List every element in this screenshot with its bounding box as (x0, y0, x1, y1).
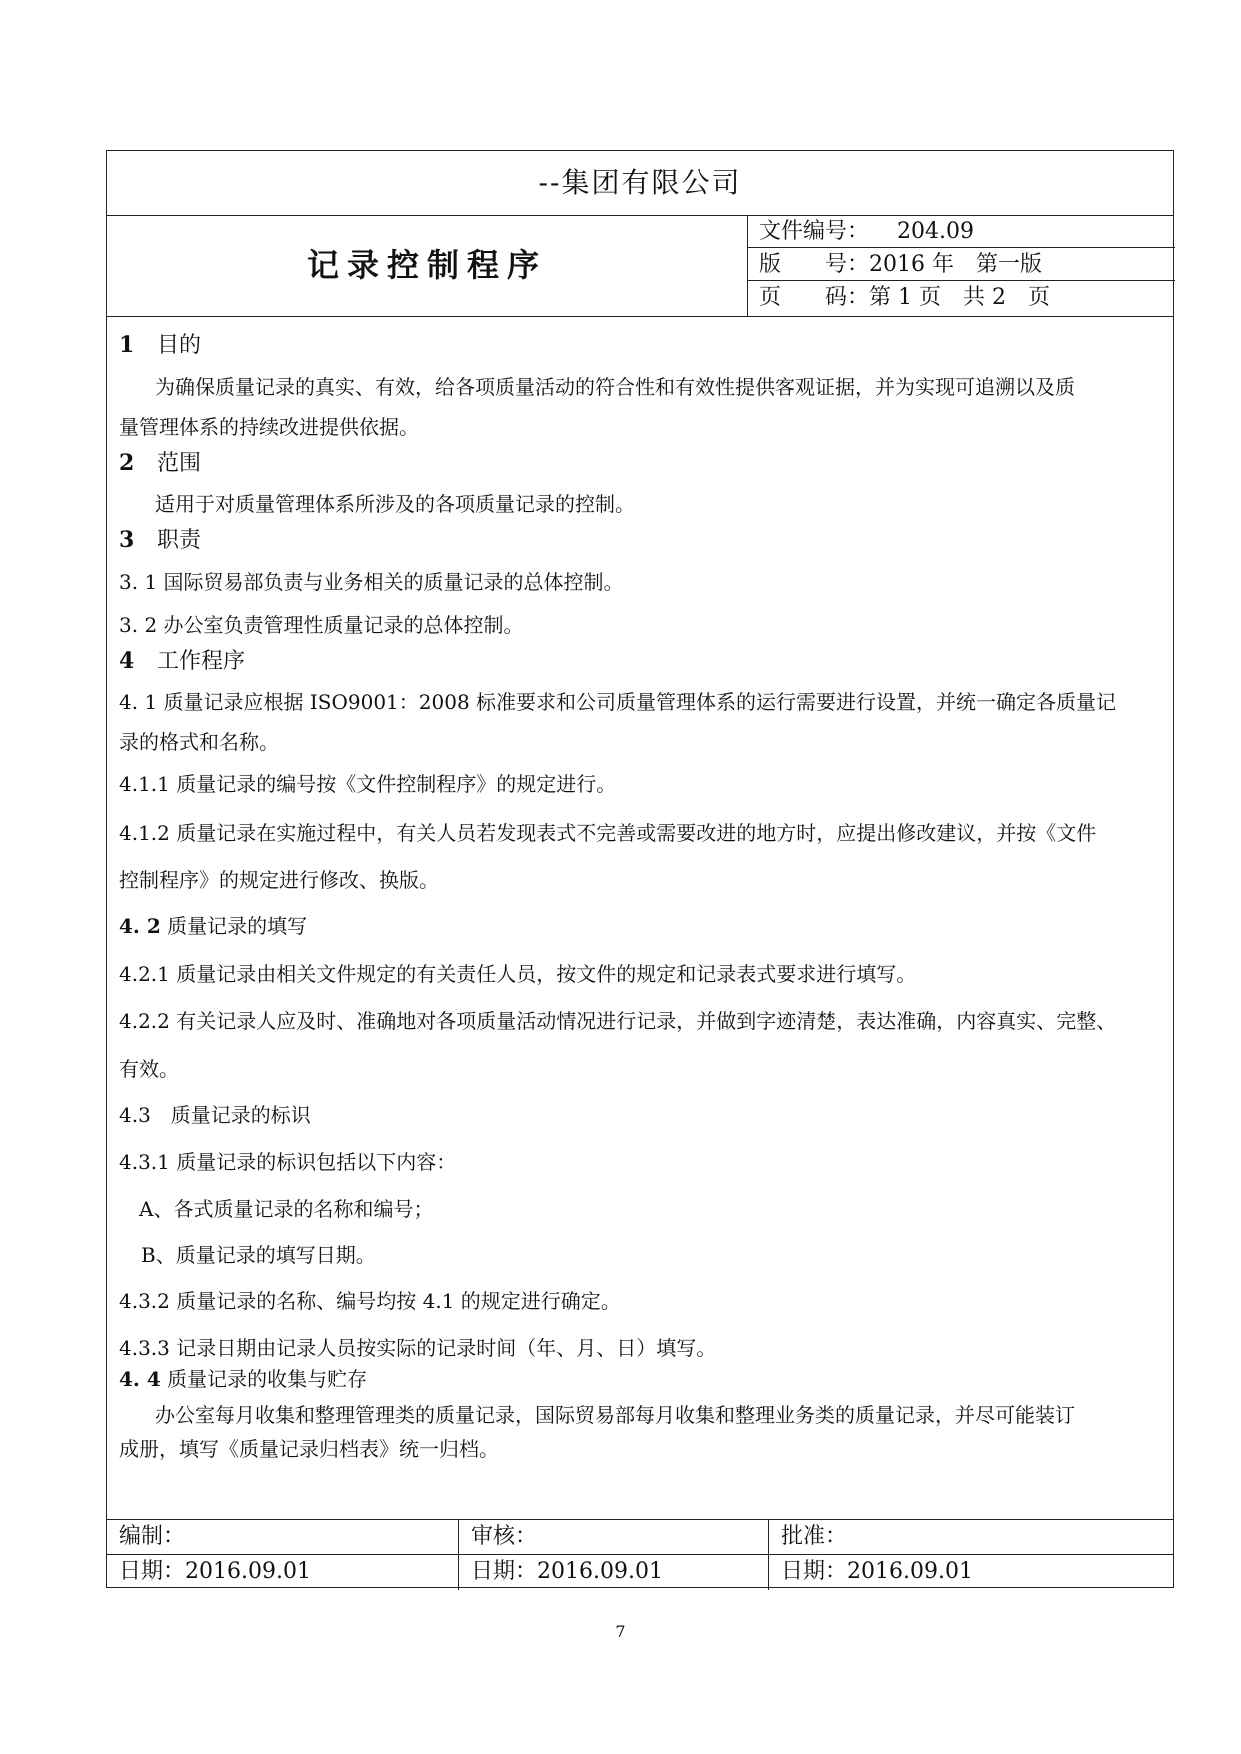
paragraph-line: 4.1.1 质量记录的编号按《文件控制程序》的规定进行。 (119, 772, 617, 796)
paragraph-line: 3. 2 办公室负责管理性质量记录的总体控制。 (119, 613, 524, 637)
approve-cell (769, 1520, 1175, 1590)
company-name: --集团有限公司 (107, 151, 1173, 216)
paragraph-line: 录的格式和名称。 (119, 730, 279, 754)
paragraph-line: 4.3.2 质量记录的名称、编号均按 4.1 的规定进行确定。 (119, 1289, 621, 1313)
page-row (747, 281, 1175, 314)
paragraph-line: 为确保质量记录的真实、有效，给各项质量活动的符合性和有效性提供客观证据，并为实现可追溯以及质 (155, 375, 1075, 399)
version-row (747, 248, 1175, 281)
list-item: B、质量记录的填写日期。 (141, 1243, 376, 1267)
paragraph-line: 4. 1 质量记录应根据 ISO9001：2008 标准要求和公司质量管理体系的运行需要进行设置，并统一确定各质量记 (119, 690, 1117, 714)
section-heading: 3 职责 (119, 527, 202, 553)
review-cell (459, 1520, 769, 1590)
paragraph-line: 有效。 (119, 1057, 179, 1081)
review-label: 审核： (471, 1524, 538, 1549)
subsection-heading: 4.3 质量记录的标识 (119, 1103, 311, 1127)
approve-date: 日期：2016.09.01 (781, 1559, 973, 1584)
approve-label: 批准： (781, 1524, 848, 1549)
version-value: 2016 年 第一版 (869, 252, 1042, 277)
header-block (107, 215, 1173, 317)
paragraph-line: 4.3.3 记录日期由记录人员按实际的记录时间（年、月、日）填写。 (119, 1336, 717, 1360)
prepare-label: 编制： (119, 1524, 186, 1549)
paragraph-line: 控制程序》的规定进行修改、换版。 (119, 868, 439, 892)
doc-number-value: 204.09 (897, 219, 974, 244)
section-heading: 2 范围 (119, 450, 202, 476)
page-value: 第 1 页 共 2 页 (869, 285, 1050, 310)
signature-table (107, 1519, 1173, 1590)
list-item: A、各式质量记录的名称和编号； (139, 1197, 434, 1221)
section-heading: 4 工作程序 (119, 648, 246, 674)
page-number: 7 (615, 1622, 626, 1641)
section-heading: 1 目的 (119, 332, 202, 358)
paragraph-line: 4.2.1 质量记录由相关文件规定的有关责任人员，按文件的规定和记录表式要求进行填写。 (119, 962, 917, 986)
paragraph-line: 适用于对质量管理体系所涉及的各项质量记录的控制。 (155, 492, 635, 516)
paragraph-line: 4.2.2 有关记录人应及时、准确地对各项质量活动情况进行记录，并做到字迹清楚，表达准确，内容真实、完整、 (119, 1009, 1117, 1033)
paragraph-line: 4.3.1 质量记录的标识包括以下内容： (119, 1150, 457, 1174)
paragraph-line: 3. 1 国际贸易部负责与业务相关的质量记录的总体控制。 (119, 570, 624, 594)
paragraph-line: 成册，填写《质量记录归档表》统一归档。 (119, 1437, 499, 1461)
paragraph-line: 办公室每月收集和整理管理类的质量记录，国际贸易部每月收集和整理业务类的质量记录，并尽可能装订 (155, 1403, 1075, 1427)
paragraph-line: 量管理体系的持续改进提供依据。 (119, 415, 419, 439)
prepare-date: 日期：2016.09.01 (119, 1559, 311, 1584)
paragraph-line: 4.1.2 质量记录在实施过程中，有关人员若发现表式不完善或需要改进的地方时，应提出修改建议，并按《文件 (119, 821, 1097, 845)
subsection-heading: 4. 4 质量记录的收集与贮存 (119, 1367, 368, 1391)
subsection-heading: 4. 2 质量记录的填写 (119, 914, 308, 938)
page-label: 页 码： (759, 285, 870, 310)
review-date: 日期：2016.09.01 (471, 1559, 663, 1584)
doc-number-label: 文件编号： (759, 219, 870, 244)
prepare-cell (107, 1520, 459, 1590)
version-label: 版 号： (759, 252, 870, 277)
document-title: 记录控制程序 (107, 215, 748, 316)
doc-number-row (747, 215, 1175, 248)
document-frame (106, 150, 1174, 1588)
